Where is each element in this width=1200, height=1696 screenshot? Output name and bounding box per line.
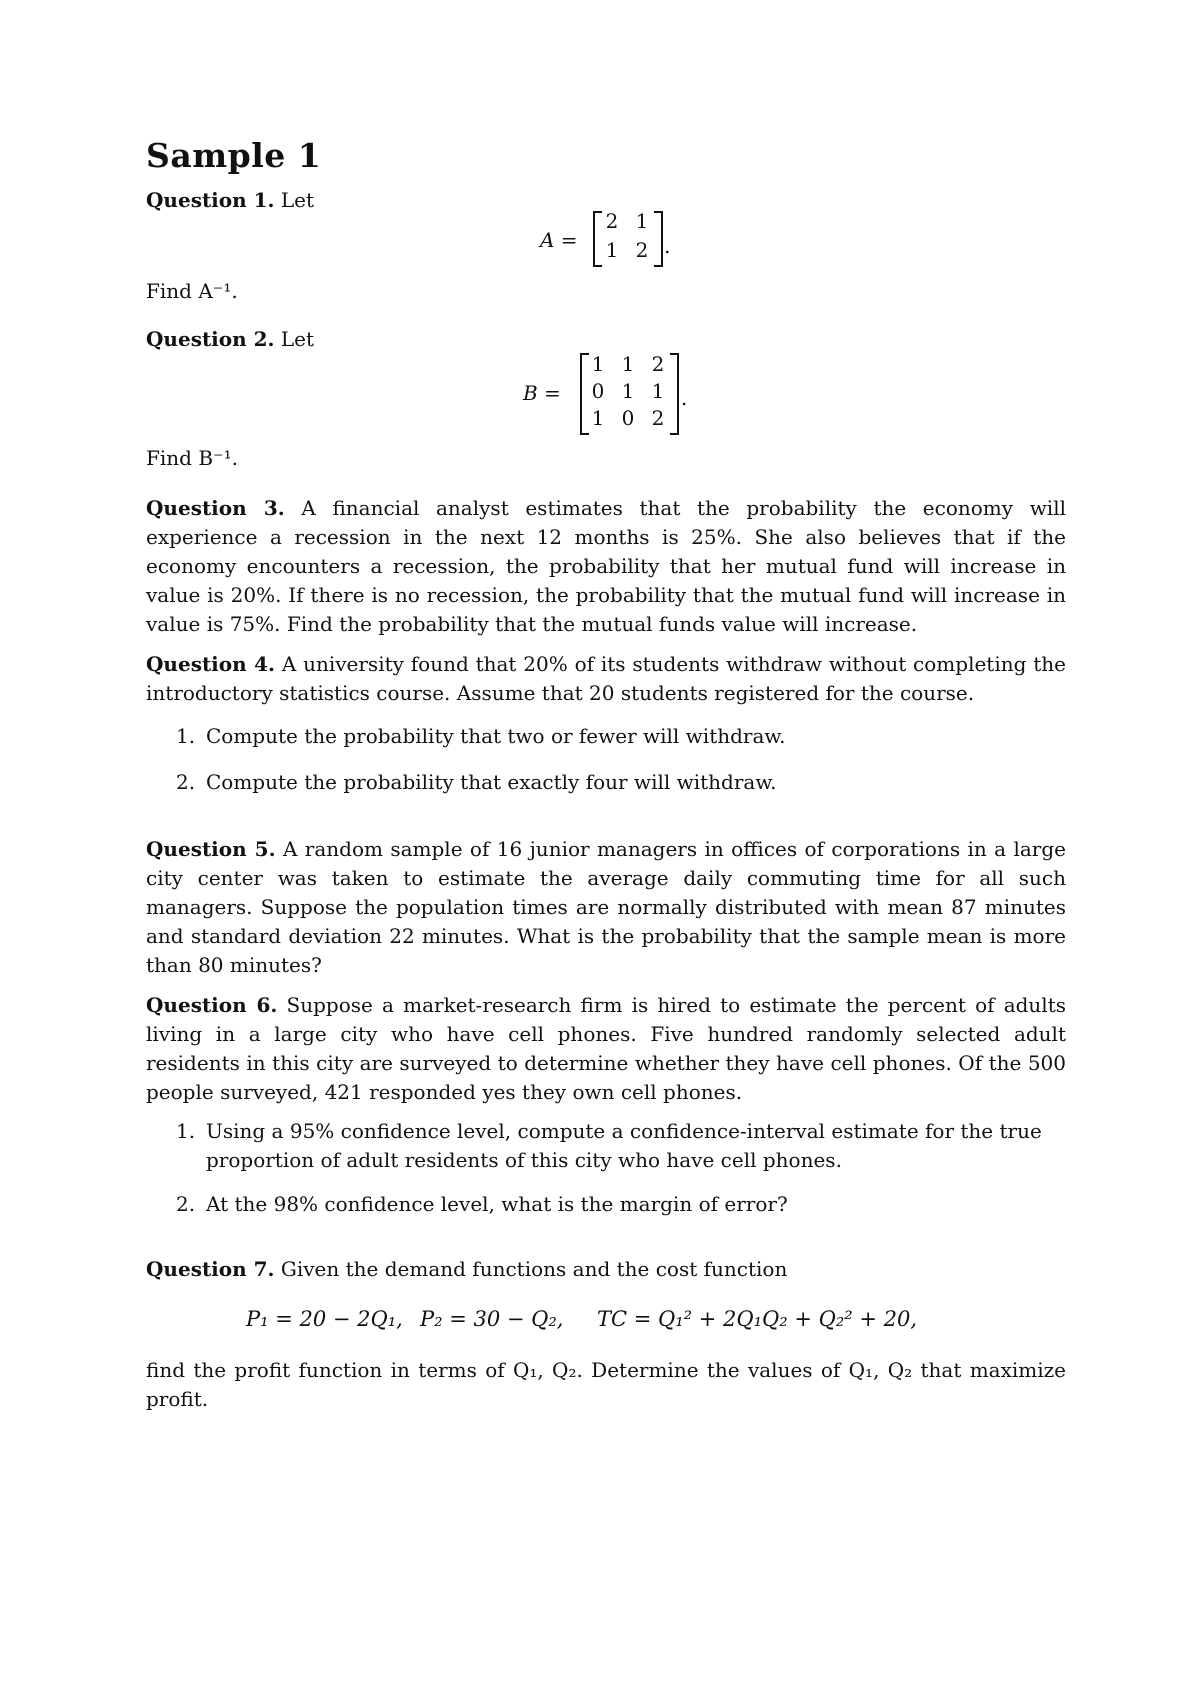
question-3	[146, 494, 1066, 639]
question-6-text: Suppose a market-research firm is hired to estimate the percent of adults living in a large city who have cell phones. Five hundred randomly selected adult residents in this city are surveyed to determine whether they have cell phones. Of the 500 people surveyed, 421 responded yes they own cell phones.	[146, 993, 1066, 1104]
question-5-text: A random sample of 16 junior managers in offices of corporations in a large city center was taken to estimate the average daily commuting time for all such managers. Suppose the population times are normally distributed with mean 87 minutes and standard deviation 22 minutes. What is the probability that the sample mean is more than 80 minutes?	[146, 837, 1066, 977]
page-title: Sample 1	[146, 136, 322, 175]
question-2-label: Question 2.	[146, 327, 275, 351]
item-text: At the 98% confidence level, what is the margin of error?	[206, 1192, 788, 1216]
question-2-find: Find B⁻¹.	[146, 446, 238, 470]
question-2-lead: Let	[280, 327, 315, 351]
question-4-label: Question 4.	[146, 652, 275, 676]
question-7-text: find the profit function in terms of Q₁, Q₂. Determine the values of Q₁, Q₂ that maximize profit.	[146, 1358, 1066, 1411]
question-4	[146, 650, 1066, 708]
question-3-text: A financial analyst estimates that the probability the economy will experience a recession in the next 12 months is 25%. She also believes that if the economy encounters a recession, the probability that her mutual fund will increase in value is 20%. If there is no recession, the probability that the mutual fund will increase in value is 75%. Find the probability that the mutual funds value will increase.	[146, 496, 1066, 636]
matrix-a-cell: 1	[605, 238, 619, 262]
matrix-b-cell: 0	[591, 379, 605, 403]
question-7-heading	[146, 1257, 787, 1281]
matrix-a-cell: 2	[635, 238, 649, 262]
matrix-b-cell: 1	[621, 352, 635, 376]
matrix-a-name: A =	[540, 228, 578, 252]
matrix-b-cell: 1	[591, 352, 605, 376]
item-text: Using a 95% confidence level, compute a confidence-interval estimate for the true proportion of adult residents of this city who have cell phones.	[206, 1119, 1042, 1172]
question-1-find: Find A⁻¹.	[146, 279, 238, 303]
matrix-b-right-bracket	[670, 353, 679, 435]
item-number: 2.	[176, 1192, 196, 1216]
question-5	[146, 835, 1066, 980]
matrix-b-name: B =	[523, 381, 561, 405]
question-6	[146, 991, 1066, 1107]
cost-function-equation: TC = Q₁² + 2Q₁Q₂ + Q₂² + 20,	[597, 1307, 917, 1331]
question-7-lead: Given the demand functions and the cost function	[280, 1257, 788, 1281]
item-text: Compute the probability that two or fewer will withdraw.	[206, 724, 786, 748]
matrix-b-cell: 1	[591, 406, 605, 430]
question-2-heading	[146, 327, 314, 351]
matrix-b-cell: 0	[621, 406, 635, 430]
matrix-a-right-bracket	[654, 211, 663, 267]
matrix-a-cell: 1	[635, 209, 649, 233]
question-1-heading	[146, 188, 314, 212]
item-number: 1.	[176, 724, 196, 748]
item-text: Compute the probability that exactly four will withdraw.	[206, 770, 777, 794]
matrix-b-trail: .	[681, 386, 688, 410]
demand-equation-1: P₁ = 20 − 2Q₁,	[246, 1307, 403, 1331]
question-5-label: Question 5.	[146, 837, 276, 861]
matrix-a-trail: .	[664, 234, 671, 258]
demand-equation-2: P₂ = 30 − Q₂,	[420, 1307, 564, 1331]
question-3-label: Question 3.	[146, 496, 285, 520]
matrix-b-cell: 1	[621, 379, 635, 403]
item-number: 1.	[176, 1119, 196, 1143]
question-7-label: Question 7.	[146, 1257, 275, 1281]
matrix-b-cell: 2	[651, 352, 665, 376]
question-1-label: Question 1.	[146, 188, 275, 212]
matrix-b-cell: 2	[651, 406, 665, 430]
question-1-lead: Let	[280, 188, 315, 212]
matrix-a-cell: 2	[605, 209, 619, 233]
question-6-label: Question 6.	[146, 993, 278, 1017]
item-number: 2.	[176, 770, 196, 794]
matrix-b-cell: 1	[651, 379, 665, 403]
question-4-text: A university found that 20% of its students withdraw without completing the introductory statistics course. Assume that 20 students registered for the course.	[146, 652, 1066, 705]
